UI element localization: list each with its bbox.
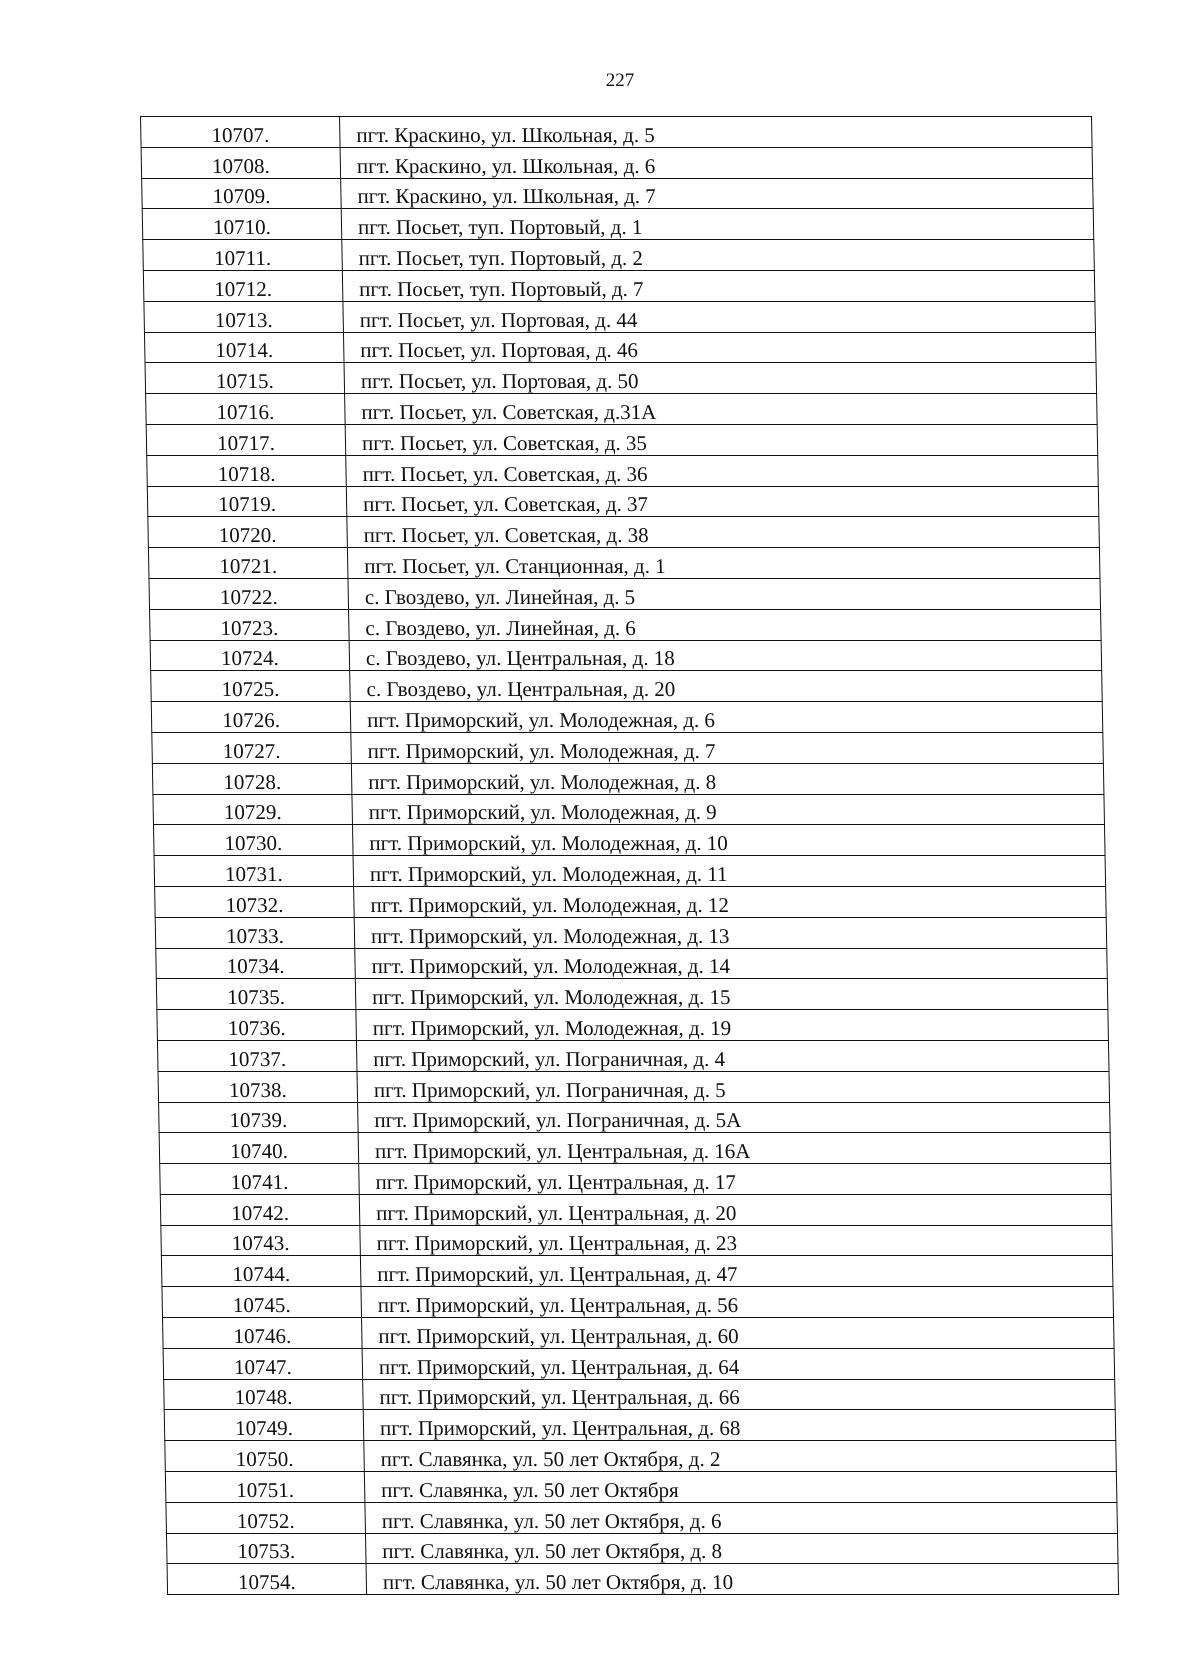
row-number: 10724. [150, 640, 350, 671]
table-row [159, 1102, 1111, 1133]
table-row [147, 486, 1099, 517]
table-row [143, 240, 1095, 271]
table-row [151, 671, 1103, 702]
row-address: пгт. Славянка, ул. 50 лет Октября, д. 6 [365, 1502, 1118, 1533]
row-address: пгт. Краскино, ул. Школьная, д. 7 [341, 178, 1094, 209]
row-address: пгт. Приморский, ул. Центральная, д. 23 [360, 1225, 1113, 1256]
table-row [165, 1441, 1117, 1472]
table-row [144, 332, 1096, 363]
table-row [144, 301, 1096, 332]
row-number: 10715. [145, 363, 345, 394]
row-number: 10738. [158, 1071, 358, 1102]
row-address: пгт. Приморский, ул. Центральная, д. 66 [363, 1379, 1116, 1410]
row-number: 10722. [149, 578, 349, 609]
row-number: 10723. [150, 609, 350, 640]
table-row [160, 1164, 1112, 1195]
table-row [146, 424, 1098, 455]
row-address: пгт. Приморский, ул. Молодежная, д. 15 [355, 979, 1108, 1010]
row-number: 10750. [165, 1441, 365, 1472]
row-number: 10747. [163, 1348, 363, 1379]
row-number: 10707. [141, 117, 341, 148]
row-number: 10730. [153, 825, 353, 856]
row-address: пгт. Приморский, ул. Пограничная, д. 4 [356, 1040, 1109, 1071]
row-number: 10725. [151, 671, 351, 702]
table-row [148, 548, 1100, 579]
row-address: пгт. Краскино, ул. Школьная, д. 6 [340, 147, 1093, 178]
row-address: пгт. Приморский, ул. Центральная, д. 56 [361, 1287, 1114, 1318]
row-address: с. Гвоздево, ул. Линейная, д. 6 [349, 609, 1102, 640]
row-number: 10709. [142, 178, 342, 209]
row-number: 10729. [153, 794, 353, 825]
row-number: 10731. [154, 856, 354, 887]
row-address: пгт. Приморский, ул. Центральная, д. 64 [362, 1348, 1115, 1379]
row-address: пгт. Посьет, туп. Портовый, д. 1 [341, 209, 1094, 240]
row-address: пгт. Приморский, ул. Центральная, д. 68 [363, 1410, 1116, 1441]
row-address: пгт. Приморский, ул. Молодежная, д. 14 [355, 948, 1108, 979]
row-address: пгт. Приморский, ул. Молодежная, д. 11 [353, 856, 1106, 887]
row-number: 10742. [160, 1194, 360, 1225]
row-number: 10726. [151, 702, 351, 733]
row-number: 10745. [162, 1287, 362, 1318]
row-number: 10743. [161, 1225, 361, 1256]
row-address: пгт. Посьет, ул. Портовая, д. 44 [343, 301, 1096, 332]
row-address: пгт. Приморский, ул. Центральная, д. 17 [359, 1164, 1112, 1195]
row-address: пгт. Приморский, ул. Молодежная, д. 19 [356, 1010, 1109, 1041]
table-row [164, 1379, 1116, 1410]
address-table [140, 116, 1119, 1595]
row-address: пгт. Приморский, ул. Центральная, д. 47 [360, 1256, 1113, 1287]
row-address: пгт. Посьет, ул. Станционная, д. 1 [347, 548, 1100, 579]
row-address: пгт. Приморский, ул. Центральная, д. 60 [362, 1318, 1115, 1349]
table-row [166, 1533, 1118, 1564]
row-number: 10708. [141, 147, 341, 178]
table-row [157, 1010, 1109, 1041]
table-row [163, 1318, 1115, 1349]
row-address: пгт. Славянка, ул. 50 лет Октября, д. 8 [365, 1533, 1118, 1564]
table-row [155, 886, 1107, 917]
table-row [143, 270, 1095, 301]
row-address: с. Гвоздево, ул. Линейная, д. 5 [348, 578, 1101, 609]
row-address: пгт. Славянка, ул. 50 лет Октября, д. 2 [364, 1441, 1117, 1472]
row-address: пгт. Приморский, ул. Молодежная, д. 10 [352, 825, 1105, 856]
row-address: пгт. Приморский, ул. Молодежная, д. 12 [354, 886, 1107, 917]
row-number: 10736. [157, 1010, 357, 1041]
row-number: 10714. [144, 332, 344, 363]
row-address: пгт. Посьет, туп. Портовый, д. 2 [342, 240, 1095, 271]
row-address: пгт. Посьет, ул. Советская, д. 36 [346, 455, 1099, 486]
row-number: 10721. [148, 548, 348, 579]
row-address: пгт. Посьет, ул. Советская, д. 37 [346, 486, 1099, 517]
row-address: пгт. Приморский, ул. Молодежная, д. 13 [354, 917, 1107, 948]
table-row [148, 517, 1100, 548]
row-address: пгт. Посьет, ул. Портовая, д. 50 [344, 363, 1097, 394]
table-row [163, 1348, 1115, 1379]
row-address: пгт. Приморский, ул. Пограничная, д. 5 [357, 1071, 1110, 1102]
row-number: 10711. [143, 240, 343, 271]
row-number: 10735. [156, 979, 356, 1010]
table-row [141, 147, 1093, 178]
table-row [142, 178, 1094, 209]
row-address: с. Гвоздево, ул. Центральная, д. 18 [349, 640, 1102, 671]
row-number: 10720. [148, 517, 348, 548]
row-address: пгт. Посьет, ул. Портовая, д. 46 [343, 332, 1096, 363]
row-number: 10712. [143, 270, 343, 301]
table-row [150, 609, 1102, 640]
row-address: пгт. Славянка, ул. 50 лет Октября, д. 10 [366, 1564, 1119, 1595]
row-number: 10744. [161, 1256, 361, 1287]
table-row [152, 732, 1104, 763]
table-row [161, 1225, 1113, 1256]
row-number: 10710. [142, 209, 342, 240]
table-row [156, 979, 1108, 1010]
row-number: 10728. [152, 763, 352, 794]
table-row [153, 794, 1105, 825]
row-address: пгт. Приморский, ул. Пограничная, д. 5А [358, 1102, 1111, 1133]
row-number: 10751. [165, 1472, 365, 1503]
row-number: 10739. [159, 1102, 359, 1133]
table-row [152, 763, 1104, 794]
row-number: 10737. [157, 1040, 357, 1071]
row-number: 10717. [146, 424, 346, 455]
row-address: пгт. Приморский, ул. Молодежная, д. 8 [351, 763, 1104, 794]
table-row [165, 1472, 1117, 1503]
table-row [146, 394, 1098, 425]
table-row [167, 1564, 1119, 1595]
table-row [166, 1502, 1118, 1533]
row-address: пгт. Посьет, ул. Советская, д. 38 [347, 517, 1100, 548]
row-address: пгт. Посьет, ул. Советская, д.31А [345, 394, 1098, 425]
row-address: пгт. Приморский, ул. Молодежная, д. 9 [352, 794, 1105, 825]
table-row [147, 455, 1099, 486]
row-number: 10752. [166, 1502, 366, 1533]
row-address: пгт. Приморский, ул. Центральная, д. 20 [359, 1194, 1112, 1225]
address-table-body [141, 117, 1119, 1595]
row-number: 10741. [160, 1164, 360, 1195]
table-row [162, 1287, 1114, 1318]
page-number: 227 [605, 70, 635, 91]
row-address: пгт. Посьет, ул. Советская, д. 35 [345, 424, 1098, 455]
table-row [156, 948, 1108, 979]
row-number: 10740. [159, 1133, 359, 1164]
table-row [160, 1194, 1112, 1225]
row-address: пгт. Приморский, ул. Молодежная, д. 6 [350, 702, 1103, 733]
table-row [154, 856, 1106, 887]
row-number: 10748. [164, 1379, 364, 1410]
table-row [149, 578, 1101, 609]
row-number: 10719. [147, 486, 347, 517]
row-number: 10734. [156, 948, 356, 979]
row-number: 10713. [144, 301, 344, 332]
row-number: 10732. [155, 886, 355, 917]
row-address: пгт. Славянка, ул. 50 лет Октября [364, 1472, 1117, 1503]
table-row [161, 1256, 1113, 1287]
row-number: 10753. [166, 1533, 366, 1564]
row-number: 10716. [146, 394, 346, 425]
table-row [155, 917, 1107, 948]
table-row [142, 209, 1094, 240]
table-row [151, 702, 1103, 733]
row-number: 10733. [155, 917, 355, 948]
table-row [158, 1071, 1110, 1102]
row-number: 10746. [163, 1318, 363, 1349]
row-number: 10727. [152, 732, 352, 763]
row-address: пгт. Приморский, ул. Молодежная, д. 7 [351, 732, 1104, 763]
table-row [150, 640, 1102, 671]
row-address: с. Гвоздево, ул. Центральная, д. 20 [350, 671, 1103, 702]
table-row [153, 825, 1105, 856]
row-number: 10754. [167, 1564, 367, 1595]
table-row [164, 1410, 1116, 1441]
row-address: пгт. Краскино, ул. Школьная, д. 5 [340, 117, 1093, 148]
row-number: 10749. [164, 1410, 364, 1441]
row-address: пгт. Приморский, ул. Центральная, д. 16А [358, 1133, 1111, 1164]
table-row [145, 363, 1097, 394]
table-row [159, 1133, 1111, 1164]
table-row [157, 1040, 1109, 1071]
table-row [141, 117, 1093, 148]
row-number: 10718. [147, 455, 347, 486]
row-address: пгт. Посьет, туп. Портовый, д. 7 [342, 270, 1095, 301]
